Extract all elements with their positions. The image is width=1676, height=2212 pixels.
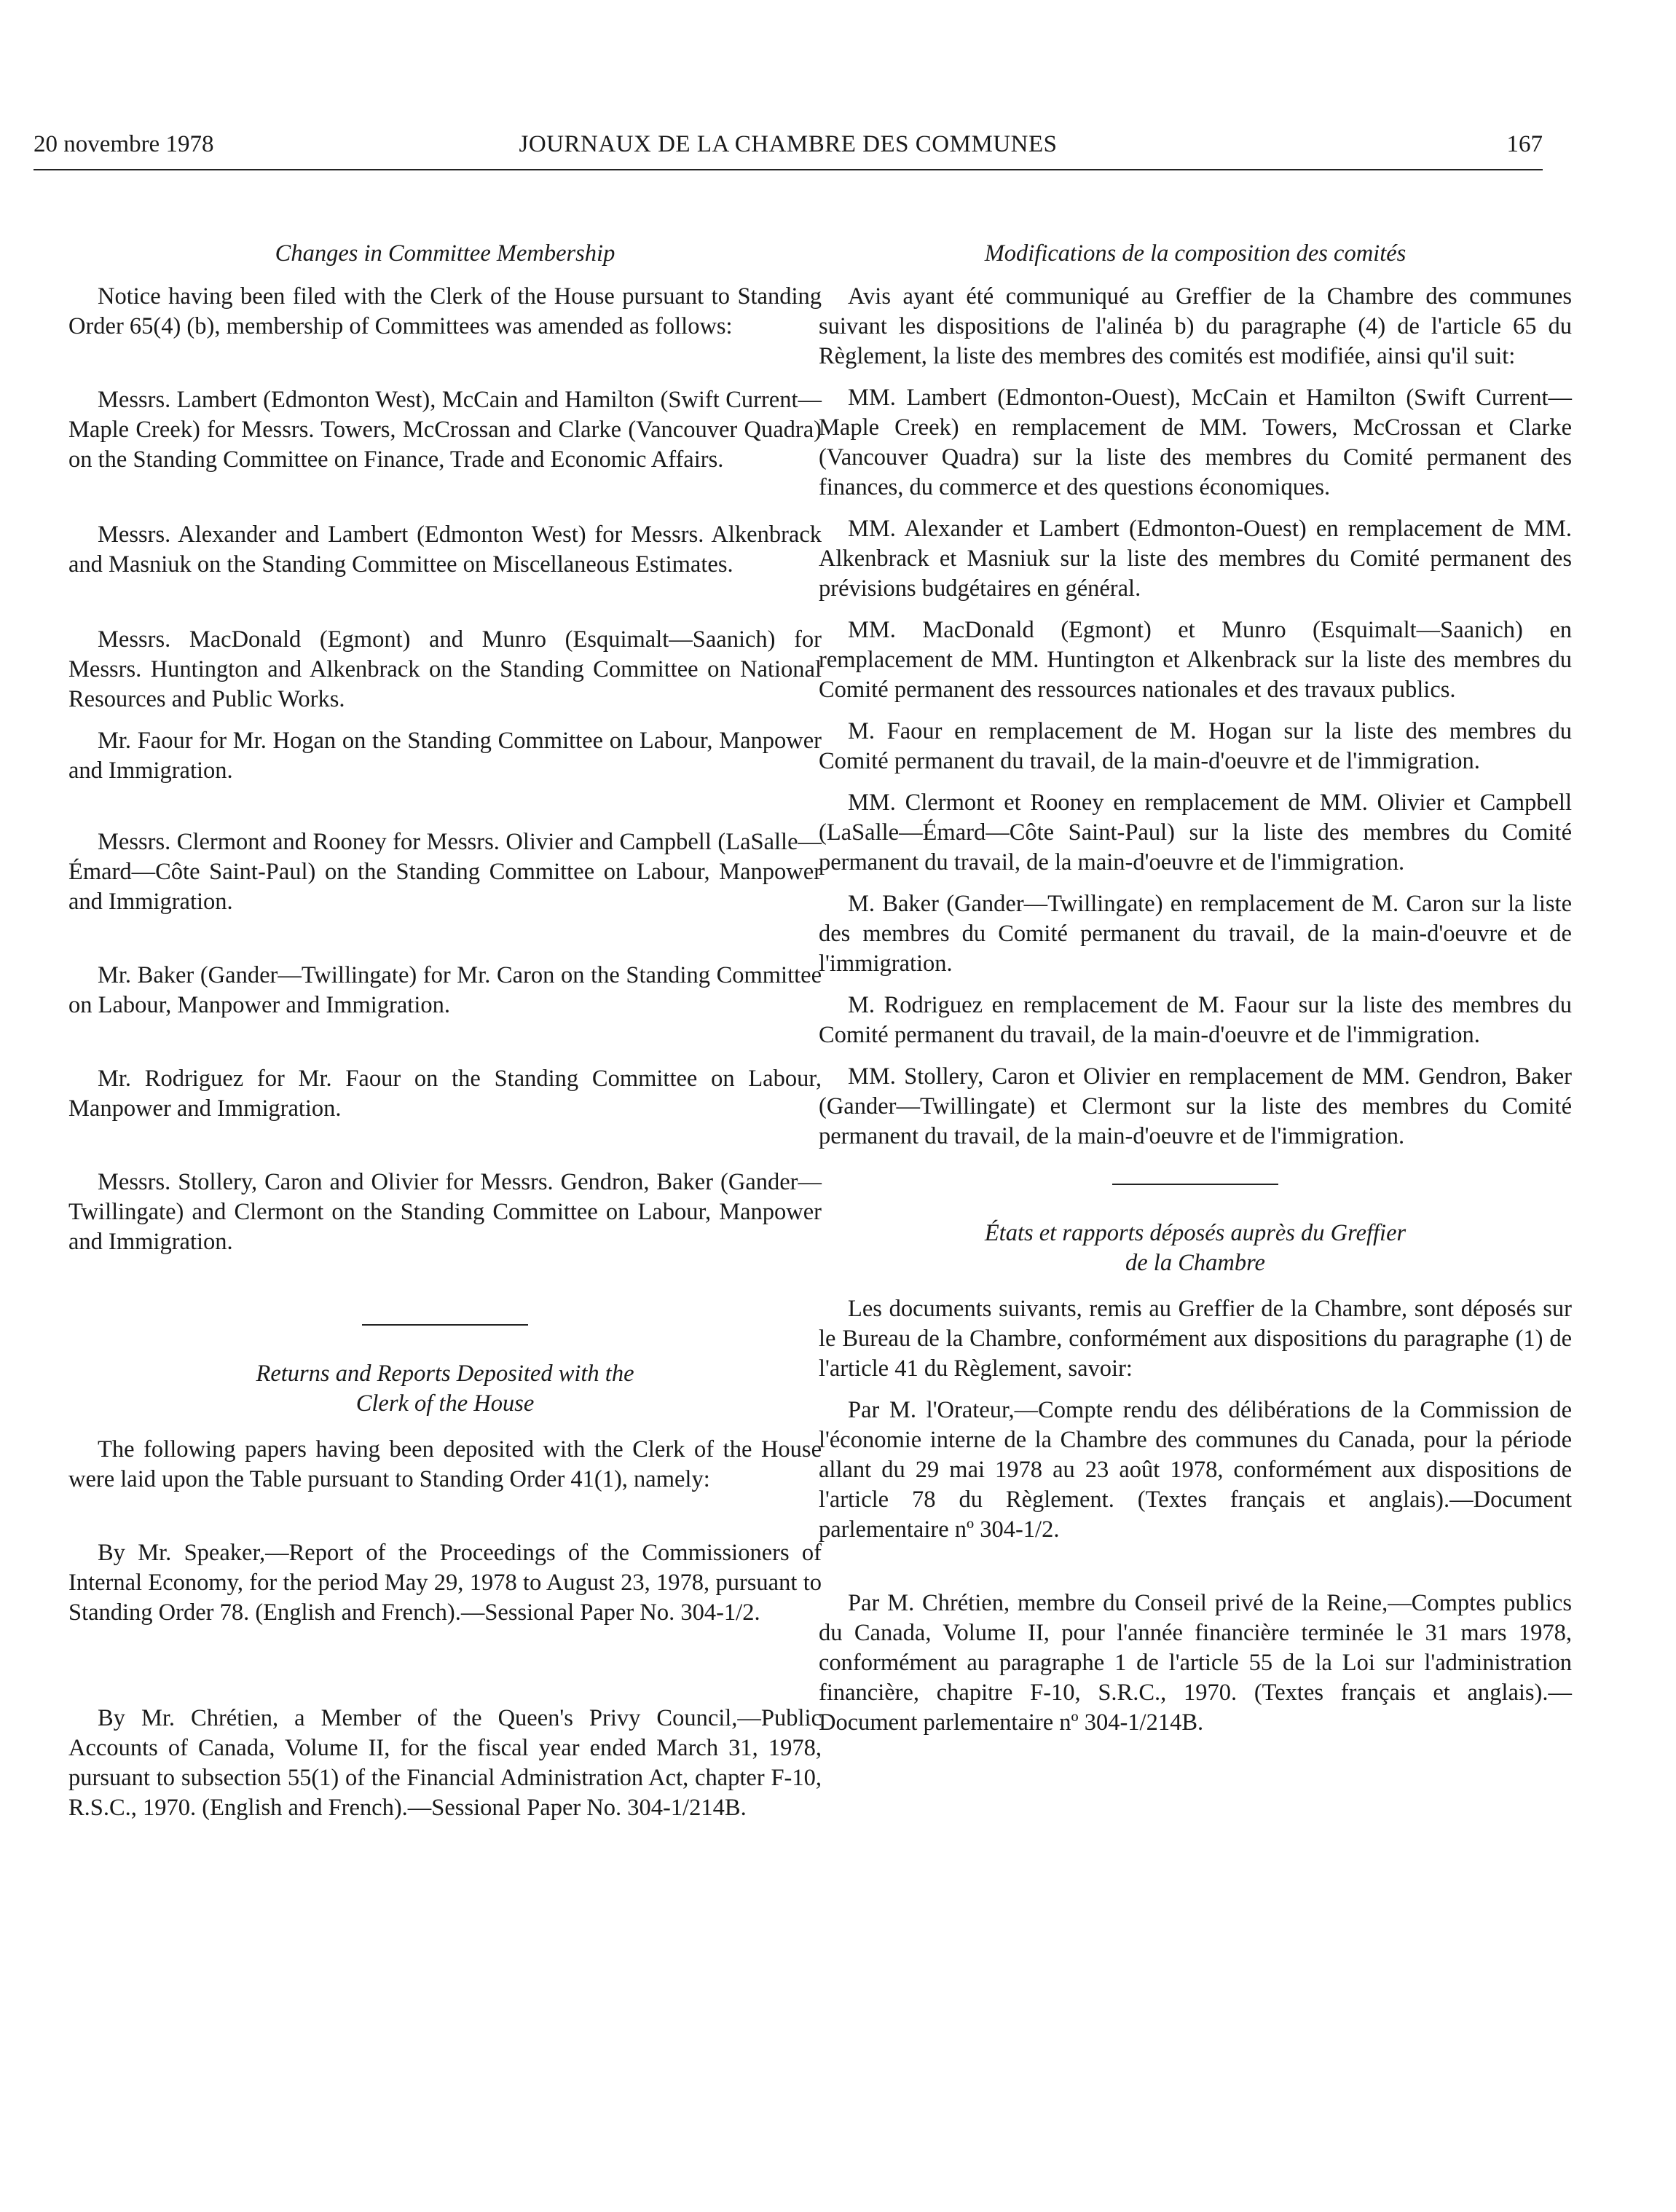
paragraph: M. Rodriguez en remplacement de M. Faour sur la liste des membres du Comité permanent du travail, de la main-d'oeuvre et de l'immigration. bbox=[819, 992, 1572, 1048]
paragraph: Messrs. Lambert (Edmonton West), McCain and Hamilton (Swift Current—Maple Creek) for Messrs. Towers, McCrossan and Clarke (Vancouver Quadra) on the Standing Committee on Finance, Trade and Economic Affairs. bbox=[68, 387, 822, 473]
section-separator bbox=[362, 1324, 528, 1326]
paragraph: Mr. Rodriguez for Mr. Faour on the Standing Committee on Labour, Manpower and Immigration. bbox=[68, 1066, 822, 1122]
heading-line: États et rapports déposés auprès du Greffier bbox=[984, 1220, 1406, 1246]
page-header bbox=[34, 131, 1543, 169]
french-column bbox=[819, 239, 1572, 1738]
paragraph: MM. Stollery, Caron et Olivier en remplacement de MM. Gendron, Baker (Gander—Twillingate) et Clermont sur la liste des membres du Comité permanent du travail, de la main-d'oeuvre et de l'immigration. bbox=[819, 1063, 1572, 1149]
header-page-number: 167 bbox=[1506, 131, 1543, 157]
paragraph: By Mr. Chrétien, a Member of the Queen's Privy Council,—Public Accounts of Canada, Volume II, for the fiscal year ended March 31, 1978, pursuant to subsection 55(1) of the Financial Administration Act, chapter F-10, R.S.C., 1970. (English and French).—Sessional Paper No. 304-1/214B. bbox=[68, 1705, 822, 1821]
section-heading-modifications-comites: Modifications de la composition des comités bbox=[984, 240, 1406, 267]
header-journal-title: JOURNAUX DE LA CHAMBRE DES COMMUNES bbox=[519, 131, 1058, 157]
heading-line: de la Chambre bbox=[1125, 1250, 1265, 1276]
heading-line: Clerk of the House bbox=[355, 1390, 535, 1417]
header-date: 20 novembre 1978 bbox=[34, 131, 214, 157]
paragraph: Notice having been filed with the Clerk of the House pursuant to Standing Order 65(4) (b), membership of Committees was amended as follows: bbox=[68, 283, 822, 339]
paragraph: M. Baker (Gander—Twillingate) en remplacement de M. Caron sur la liste des membres du Comité permanent du travail, de la main-d'oeuvre et de l'immigration. bbox=[819, 891, 1572, 977]
section-heading-committee-changes: Changes in Committee Membership bbox=[275, 240, 615, 267]
section-heading-returns-reports bbox=[68, 1359, 822, 1419]
section-separator bbox=[1112, 1184, 1278, 1185]
paragraph: MM. Clermont et Rooney en remplacement de MM. Olivier et Campbell (LaSalle—Émard—Côte Saint-Paul) sur la liste des membres du Comité permanent du travail, de la main-d'oeuvre et de l'immigration. bbox=[819, 790, 1572, 875]
paragraph: By Mr. Speaker,—Report of the Proceedings of the Commissioners of Internal Economy, for the period May 29, 1978 to August 23, 1978, pursuant to Standing Order 78. (English and French).—Sessional Paper No. 304-1/2. bbox=[68, 1540, 822, 1626]
header-rule bbox=[34, 169, 1543, 170]
paragraph: MM. Alexander et Lambert (Edmonton-Ouest) en remplacement de MM. Alkenbrack et Masniuk sur la liste des membres du Comité permanent des prévisions budgétaires en général. bbox=[819, 516, 1572, 602]
paragraph: Par M. Chrétien, membre du Conseil privé de la Reine,—Comptes publics du Canada, Volume II, pour l'année financière terminée le 31 mars 1978, conformément au paragraphe 1 de l'article 55 de la Loi sur l'administration financière, chapitre F-10, S.R.C., 1970. (Textes français et anglais).—Document parlementaire nº 304-1/214B. bbox=[819, 1590, 1572, 1736]
paragraph: Messrs. MacDonald (Egmont) and Munro (Esquimalt—Saanich) for Messrs. Huntington and Alkenbrack on the Standing Committee on National Resources and Public Works. bbox=[68, 626, 822, 712]
paragraph: Messrs. Stollery, Caron and Olivier for Messrs. Gendron, Baker (Gander—Twillingate) and Clermont on the Standing Committee on Labour, Manpower and Immigration. bbox=[68, 1169, 822, 1255]
paragraph: M. Faour en remplacement de M. Hogan sur la liste des membres du Comité permanent du travail, de la main-d'oeuvre et de l'immigration. bbox=[819, 718, 1572, 774]
english-column bbox=[68, 239, 822, 1823]
paragraph: Mr. Baker (Gander—Twillingate) for Mr. Caron on the Standing Committee on Labour, Manpower and Immigration. bbox=[68, 962, 822, 1018]
paragraph: MM. MacDonald (Egmont) et Munro (Esquimalt—Saanich) en remplacement de MM. Huntington et Alkenbrack sur la liste des membres du Comité permanent des ressources nationales et des travaux publics. bbox=[819, 617, 1572, 703]
paragraph: The following papers having been deposited with the Clerk of the House were laid upon the Table pursuant to Standing Order 41(1), namely: bbox=[68, 1436, 822, 1492]
heading-line: Returns and Reports Deposited with the bbox=[256, 1361, 634, 1387]
paragraph: Avis ayant été communiqué au Greffier de la Chambre des communes suivant les dispositions de l'alinéa b) du paragraphe (4) de l'article 65 du Règlement, la liste des membres des comités est modifiée, ainsi qu'il suit: bbox=[819, 283, 1572, 369]
section-heading-etats-rapports bbox=[819, 1219, 1572, 1278]
paragraph: Messrs. Alexander and Lambert (Edmonton West) for Messrs. Alkenbrack and Masniuk on the Standing Committee on Miscellaneous Estimates. bbox=[68, 521, 822, 578]
paragraph: MM. Lambert (Edmonton-Ouest), McCain et Hamilton (Swift Current—Maple Creek) en remplacement de MM. Towers, McCrossan et Clarke (Vancouver Quadra) sur la liste des membres du Comité permanent des finances, du commerce et des questions économiques. bbox=[819, 385, 1572, 500]
paragraph: Messrs. Clermont and Rooney for Messrs. Olivier and Campbell (LaSalle—Émard—Côte Saint-Paul) on the Standing Committee on Labour, Manpower and Immigration. bbox=[68, 829, 822, 915]
paragraph: Les documents suivants, remis au Greffier de la Chambre, sont déposés sur le Bureau de la Chambre, conformément aux dispositions du paragraphe (1) de l'article 41 du Règlement, savoir: bbox=[819, 1296, 1572, 1382]
paragraph: Mr. Faour for Mr. Hogan on the Standing Committee on Labour, Manpower and Immigration. bbox=[68, 728, 822, 784]
paragraph: Par M. l'Orateur,—Compte rendu des délibérations de la Commission de l'économie interne de la Chambre des communes du Canada, pour la période allant du 29 mai 1978 au 23 août 1978, conformément aux dispositions de l'article 78 du Règlement. (Textes français et anglais).—Document parlementaire nº 304-1/2. bbox=[819, 1397, 1572, 1543]
